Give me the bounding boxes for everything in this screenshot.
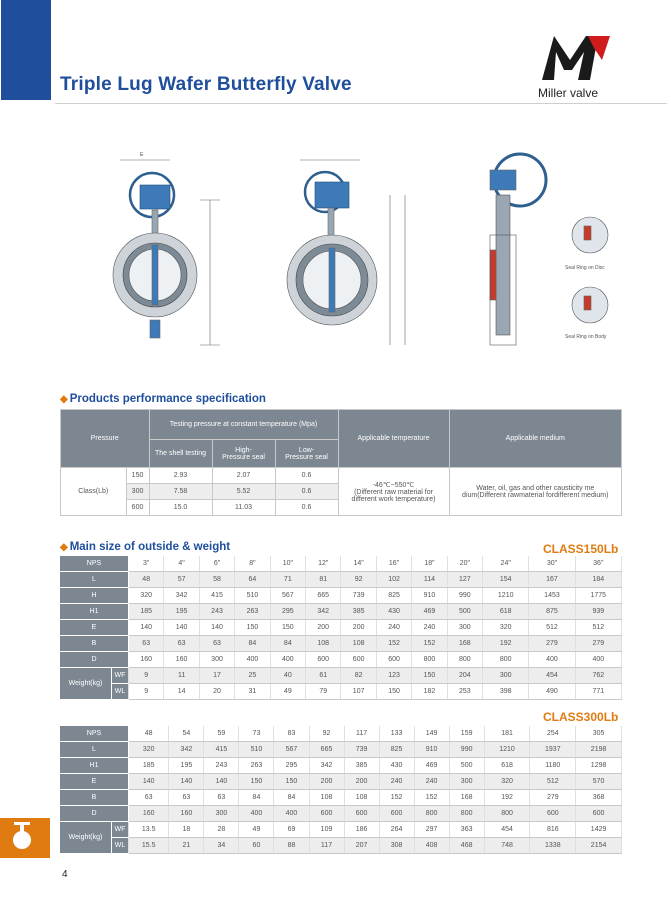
table-cell: 748 — [484, 838, 530, 854]
table-cell: 408 — [414, 838, 449, 854]
table-cell: 2154 — [576, 838, 622, 854]
table-cell: 665 — [309, 742, 344, 758]
table-cell: 295 — [270, 604, 305, 620]
table-cell: 567 — [274, 742, 309, 758]
table-cell: 243 — [199, 604, 234, 620]
table-cell: 618 — [484, 758, 530, 774]
table-cell: 11 — [164, 668, 199, 684]
table-row — [60, 790, 622, 806]
table-cell: 160 — [129, 652, 164, 668]
table-cell: 17 — [199, 668, 234, 684]
table-cell: 184 — [575, 572, 621, 588]
table-cell: 92 — [341, 572, 376, 588]
table-cell: 159 — [449, 726, 484, 742]
table-cell: 200 — [309, 774, 344, 790]
table-cell: 6" — [199, 556, 234, 572]
table-cell: 240 — [414, 774, 449, 790]
table-cell: 150 — [235, 620, 270, 636]
table-cell: 25 — [235, 668, 270, 684]
class-label: Class(Lb) — [61, 468, 127, 516]
table-cell: 14 — [164, 684, 199, 700]
table-cell: 320 — [129, 742, 169, 758]
valve-icon — [0, 818, 50, 858]
table-cell: 400 — [575, 652, 621, 668]
table-cell: 3" — [129, 556, 164, 572]
table-cell: 1453 — [529, 588, 575, 604]
page-number: 4 — [62, 869, 68, 880]
row-header: E — [60, 774, 129, 790]
table-cell: 167 — [529, 572, 575, 588]
table-cell: 160 — [129, 806, 169, 822]
row-header: L — [60, 572, 129, 588]
main-section-title: ◆ Main size of outside & weight — [60, 541, 231, 553]
table-cell: 79 — [306, 684, 341, 700]
table-row — [60, 652, 622, 668]
table-cell: 133 — [379, 726, 414, 742]
table-cell: 400 — [239, 806, 274, 822]
table-cell: 160 — [164, 652, 199, 668]
table-cell: 150 — [270, 620, 305, 636]
table-cell: 60 — [239, 838, 274, 854]
table-cell: 140 — [129, 774, 169, 790]
table-cell: 500 — [447, 604, 482, 620]
table-cell: 84 — [274, 790, 309, 806]
table-cell: 570 — [576, 774, 622, 790]
table-cell: 15.5 — [129, 838, 169, 854]
table-cell: 69 — [274, 822, 309, 838]
table-cell: 264 — [379, 822, 414, 838]
table-cell: 59 — [204, 726, 239, 742]
table-cell: 154 — [483, 572, 529, 588]
table-cell: 816 — [530, 822, 576, 838]
table-cell: 40 — [270, 668, 305, 684]
row-header: B — [60, 636, 129, 652]
table-cell: 195 — [164, 604, 199, 620]
class150-label: CLASS150Lb — [543, 542, 619, 556]
table-cell: 63 — [204, 790, 239, 806]
table-cell: 21 — [169, 838, 204, 854]
table-cell: 400 — [235, 652, 270, 668]
table-cell: 200 — [344, 774, 379, 790]
table-cell: 320 — [483, 620, 529, 636]
table-cell: 800 — [484, 806, 530, 822]
table-cell: 117 — [309, 838, 344, 854]
table-row — [60, 668, 622, 684]
medium-cell: Water, oil, gas and other causticity me dium(Different rawmaterial fordifferent medium) — [449, 468, 621, 516]
table-cell: 600 — [344, 806, 379, 822]
table-cell: 300 — [447, 620, 482, 636]
table-cell: 109 — [309, 822, 344, 838]
table-cell: 63 — [129, 790, 169, 806]
row-header: H — [60, 588, 129, 604]
brand-name: Miller valve — [538, 86, 599, 100]
table-cell: 1937 — [530, 742, 576, 758]
table-cell: 140 — [164, 620, 199, 636]
row-header: E — [60, 620, 129, 636]
table-cell: 320 — [129, 588, 164, 604]
table-cell: 415 — [199, 588, 234, 604]
header-divider — [55, 103, 667, 104]
table-row — [60, 620, 622, 636]
table-cell: 363 — [449, 822, 484, 838]
pressure-header: Pressure — [61, 410, 150, 468]
table-cell: 195 — [169, 758, 204, 774]
table-cell: 875 — [529, 604, 575, 620]
table-row — [60, 726, 622, 742]
table-cell: 342 — [306, 604, 341, 620]
table-cell: 400 — [274, 806, 309, 822]
table-cell: 54 — [169, 726, 204, 742]
row-header: H1 — [60, 758, 129, 774]
row-header: WL — [112, 684, 129, 700]
class300-label: CLASS300Lb — [543, 710, 619, 724]
table-row — [60, 838, 622, 854]
table-cell: 73 — [239, 726, 274, 742]
table-cell: 84 — [235, 636, 270, 652]
table-cell: 181 — [484, 726, 530, 742]
table-cell: 243 — [204, 758, 239, 774]
page-title: Triple Lug Wafer Butterfly Valve — [60, 74, 352, 95]
table-row — [60, 806, 622, 822]
table-cell: 430 — [379, 758, 414, 774]
table-cell: 279 — [530, 790, 576, 806]
table-cell: 739 — [344, 742, 379, 758]
table-cell: 108 — [306, 636, 341, 652]
diamond-icon: ◆ — [60, 394, 68, 405]
table-cell: 800 — [447, 652, 482, 668]
table-cell: 182 — [412, 684, 447, 700]
table-cell: 107 — [341, 684, 376, 700]
table-cell: 398 — [483, 684, 529, 700]
table-cell: 279 — [529, 636, 575, 652]
table-cell: 600 — [376, 652, 411, 668]
table-cell: 825 — [379, 742, 414, 758]
table-cell: 600 — [576, 806, 622, 822]
table-cell: 186 — [344, 822, 379, 838]
table-cell: 108 — [344, 790, 379, 806]
table-cell: 800 — [414, 806, 449, 822]
table-cell: 28 — [204, 822, 239, 838]
table-cell: 1429 — [576, 822, 622, 838]
table-cell: 168 — [449, 790, 484, 806]
table-cell: 1775 — [575, 588, 621, 604]
table-cell: 57 — [164, 572, 199, 588]
table-cell: 102 — [376, 572, 411, 588]
table-cell: 1338 — [530, 838, 576, 854]
table-cell: 185 — [129, 604, 164, 620]
table-cell: 14" — [341, 556, 376, 572]
table-row — [60, 636, 622, 652]
table-cell: 600 — [530, 806, 576, 822]
row-header: D — [60, 806, 129, 822]
table-row — [60, 588, 622, 604]
table-cell: 83 — [274, 726, 309, 742]
table-cell: 71 — [270, 572, 305, 588]
shell-header: The shell testing — [149, 440, 212, 468]
table-cell: 385 — [341, 604, 376, 620]
table-cell: 300 — [204, 806, 239, 822]
table-cell: 454 — [484, 822, 530, 838]
table-cell: 204 — [447, 668, 482, 684]
valve-front-view-1 — [113, 152, 220, 345]
table-cell: 295 — [274, 758, 309, 774]
table-cell: 88 — [274, 838, 309, 854]
table-cell: 400 — [270, 652, 305, 668]
table-cell: 512 — [575, 620, 621, 636]
table-cell: 342 — [169, 742, 204, 758]
table-cell: 600 — [306, 652, 341, 668]
table-cell: 150 — [412, 668, 447, 684]
row-header: WF — [112, 822, 129, 838]
weight-header: Weight(kg) — [60, 668, 112, 700]
row-header: NPS — [60, 556, 129, 572]
table-cell: 200 — [306, 620, 341, 636]
temp-header: Applicable temperature — [338, 410, 449, 468]
table-cell: 117 — [344, 726, 379, 742]
table-cell: 618 — [483, 604, 529, 620]
table-cell: 64 — [235, 572, 270, 588]
table-cell: 84 — [239, 790, 274, 806]
table-cell: 567 — [270, 588, 305, 604]
table-cell: 152 — [412, 636, 447, 652]
table-cell: 254 — [530, 726, 576, 742]
table-cell: 469 — [414, 758, 449, 774]
table-cell: 152 — [379, 790, 414, 806]
table-cell: 990 — [447, 588, 482, 604]
table-cell: 263 — [235, 604, 270, 620]
table-cell: 739 — [341, 588, 376, 604]
table-cell: 510 — [235, 588, 270, 604]
table-cell: 500 — [449, 758, 484, 774]
table-cell: 665 — [306, 588, 341, 604]
table-cell: 4" — [164, 556, 199, 572]
table-cell: 49 — [270, 684, 305, 700]
table-cell: 152 — [414, 790, 449, 806]
table-cell: 305 — [576, 726, 622, 742]
table-cell: 1180 — [530, 758, 576, 774]
table-cell: 240 — [376, 620, 411, 636]
table-cell: 61 — [306, 668, 341, 684]
table-cell: 771 — [575, 684, 621, 700]
table-cell: 150 — [274, 774, 309, 790]
temp-cell: -46℃~550℃ (Different raw material for different work temperature) — [338, 468, 449, 516]
table-cell: 63 — [129, 636, 164, 652]
perf-section-title: ◆ Products performance specification — [60, 393, 266, 405]
row-header: WF — [112, 668, 129, 684]
table-cell: 762 — [575, 668, 621, 684]
table-cell: 1298 — [576, 758, 622, 774]
table-cell: 192 — [483, 636, 529, 652]
table-cell: 825 — [376, 588, 411, 604]
table-cell: 150 — [239, 774, 274, 790]
table-cell: 31 — [235, 684, 270, 700]
table-row — [60, 684, 622, 700]
table-cell: 63 — [164, 636, 199, 652]
table-cell: 114 — [412, 572, 447, 588]
table-cell: 10" — [270, 556, 305, 572]
table-cell: 400 — [529, 652, 575, 668]
table-cell: 13.5 — [129, 822, 169, 838]
table-cell: 263 — [239, 758, 274, 774]
table-cell: 297 — [414, 822, 449, 838]
table-cell: 36" — [575, 556, 621, 572]
table-cell: 368 — [576, 790, 622, 806]
table-cell: 81 — [306, 572, 341, 588]
table-cell: 108 — [341, 636, 376, 652]
table-cell: 279 — [575, 636, 621, 652]
medium-header: Applicable medium — [449, 410, 621, 468]
table-cell: 490 — [529, 684, 575, 700]
table-cell: 253 — [447, 684, 482, 700]
table-cell: 82 — [341, 668, 376, 684]
table-cell: 800 — [449, 806, 484, 822]
table-cell: 600 — [341, 652, 376, 668]
testing-header: Testing pressure at constant temperature (Mpa) — [149, 410, 338, 440]
table-cell: 140 — [169, 774, 204, 790]
table-cell: 140 — [204, 774, 239, 790]
table-cell: 300 — [199, 652, 234, 668]
row-header: D — [60, 652, 129, 668]
table-cell: 63 — [169, 790, 204, 806]
table-cell: 600 — [309, 806, 344, 822]
table-cell: 140 — [129, 620, 164, 636]
table-cell: 939 — [575, 604, 621, 620]
diamond-icon: ◆ — [60, 542, 68, 553]
table-cell: 18 — [169, 822, 204, 838]
row-header: NPS — [60, 726, 129, 742]
row-header: WL — [112, 838, 129, 854]
table-cell: 342 — [309, 758, 344, 774]
table-cell: 300 — [449, 774, 484, 790]
svg-text:E: E — [140, 152, 144, 158]
table-cell: 512 — [530, 774, 576, 790]
table-row — [60, 758, 622, 774]
table-cell: 168 — [447, 636, 482, 652]
table-cell: 308 — [379, 838, 414, 854]
table-cell: 48 — [129, 726, 169, 742]
table-cell: 1210 — [484, 742, 530, 758]
table-cell: 149 — [414, 726, 449, 742]
table-cell: 49 — [239, 822, 274, 838]
table-cell: 910 — [412, 588, 447, 604]
table-cell: 34 — [204, 838, 239, 854]
table-cell: 48 — [129, 572, 164, 588]
table-cell: 990 — [449, 742, 484, 758]
table-cell: 469 — [412, 604, 447, 620]
weight-header: Weight(kg) — [60, 822, 112, 854]
table-cell: 20 — [199, 684, 234, 700]
table-cell: 468 — [449, 838, 484, 854]
table-cell: 800 — [412, 652, 447, 668]
class150-table — [60, 556, 622, 700]
table-cell: 510 — [239, 742, 274, 758]
table-cell: 200 — [341, 620, 376, 636]
table-cell: 800 — [483, 652, 529, 668]
table-cell: 1210 — [483, 588, 529, 604]
table-cell: 16" — [376, 556, 411, 572]
table-cell: 127 — [447, 572, 482, 588]
performance-table: Pressure Testing pressure at constant temperature (Mpa) Applicable temperature Applicable medium The shell testing High- Pressure seal Low- Pressure seal Class(Lb) 150 2.93 2.07 0.6 -46℃~550℃ (Different raw material for different work temperature) Water, oil, gas and other causticity me dium(Different rawmaterial fordifferent medium) 300 7.58 5.52 0.6 600 15.0 11.03 0.6 — [60, 409, 622, 516]
seal-disc-label: Seal Ring on Disc — [565, 265, 605, 271]
table-cell: 8" — [235, 556, 270, 572]
valve-front-view-2 — [287, 160, 405, 345]
table-cell: 320 — [484, 774, 530, 790]
table-cell: 63 — [199, 636, 234, 652]
table-cell: 9 — [129, 684, 164, 700]
table-row — [60, 822, 622, 838]
table-cell: 300 — [483, 668, 529, 684]
valve-side-view — [490, 154, 608, 345]
table-cell: 20" — [447, 556, 482, 572]
table-cell: 152 — [376, 636, 411, 652]
table-cell: 910 — [414, 742, 449, 758]
table-cell: 92 — [309, 726, 344, 742]
low-header: Low- Pressure seal — [275, 440, 338, 468]
table-cell: 30" — [529, 556, 575, 572]
table-cell: 192 — [484, 790, 530, 806]
valve-drawings — [60, 140, 630, 360]
class300-table — [60, 726, 622, 854]
table-row — [60, 774, 622, 790]
table-cell: 415 — [204, 742, 239, 758]
seal-body-label: Seal Ring on Body — [565, 334, 607, 340]
table-cell: 240 — [379, 774, 414, 790]
row-header: H1 — [60, 604, 129, 620]
table-cell: 342 — [164, 588, 199, 604]
table-cell: 140 — [199, 620, 234, 636]
row-header: L — [60, 742, 129, 758]
table-cell: 240 — [412, 620, 447, 636]
table-row — [60, 556, 622, 572]
table-row — [60, 604, 622, 620]
table-cell: 185 — [129, 758, 169, 774]
table-cell: 9 — [129, 668, 164, 684]
table-cell: 454 — [529, 668, 575, 684]
table-cell: 18" — [412, 556, 447, 572]
table-cell: 108 — [309, 790, 344, 806]
table-cell: 512 — [529, 620, 575, 636]
table-cell: 150 — [376, 684, 411, 700]
table-cell: 12" — [306, 556, 341, 572]
table-cell: 2198 — [576, 742, 622, 758]
table-cell: 160 — [169, 806, 204, 822]
table-cell: 600 — [379, 806, 414, 822]
table-cell: 58 — [199, 572, 234, 588]
table-cell: 123 — [376, 668, 411, 684]
high-header: High- Pressure seal — [212, 440, 275, 468]
table-cell: 207 — [344, 838, 379, 854]
table-cell: 385 — [344, 758, 379, 774]
blue-header-bar — [1, 0, 51, 100]
table-row — [60, 742, 622, 758]
table-row — [60, 572, 622, 588]
table-cell: 24" — [483, 556, 529, 572]
table-cell: 430 — [376, 604, 411, 620]
row-header: B — [60, 790, 129, 806]
table-cell: 84 — [270, 636, 305, 652]
